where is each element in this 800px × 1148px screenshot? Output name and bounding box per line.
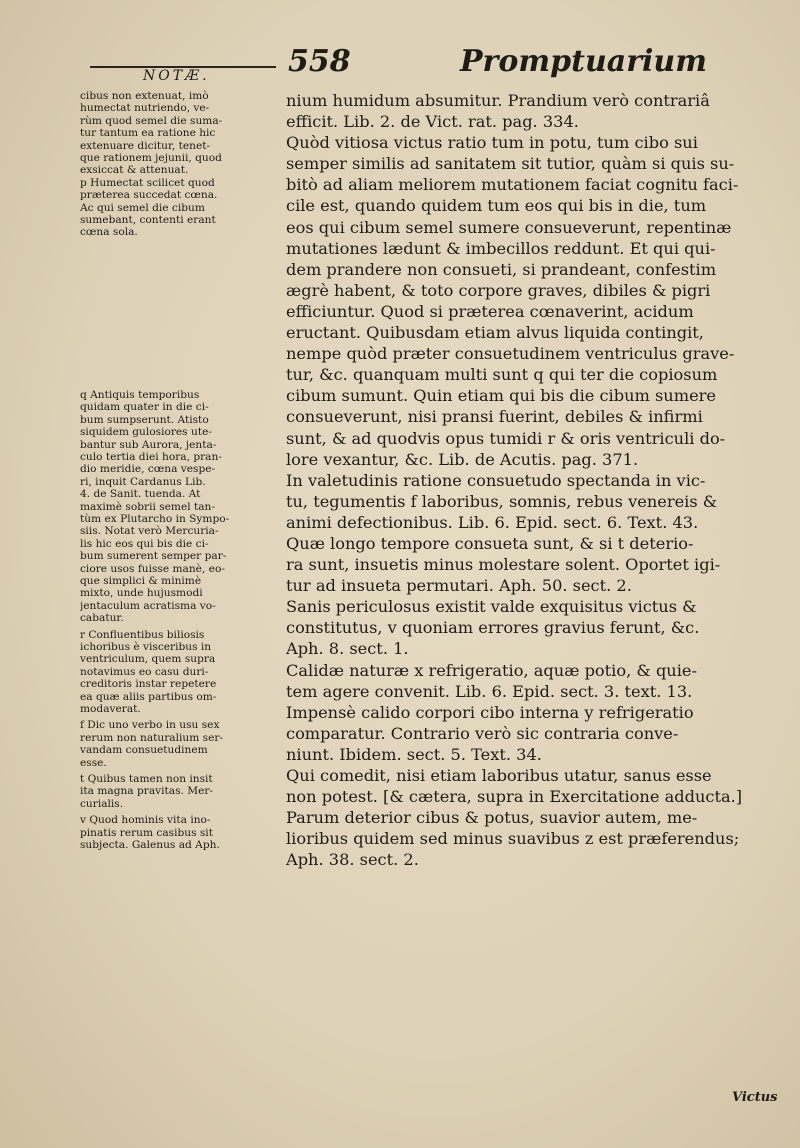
main-text-line: semper similis ad sanitatem sit tutior, quàm si quis su- [286,154,735,174]
main-text-line: Sanis periculosus existit valde exquisitus victus & [286,597,697,617]
main-text-line: cile est, quando quidem tum eos qui bis in die, tum [286,196,707,216]
marginal-note [80,719,276,769]
marginal-note-line: p Humectat scilicet quod [80,176,215,189]
marginal-note-line: siis. Notat verò Mercuria- [80,525,219,538]
main-text-line: tur, &c. quanquam multi sunt q qui ter die copiosum [286,365,718,385]
main-text-line: ægrè habent, & toto corpore graves, dibiles & pigri [286,280,711,300]
marginal-note-line: cœna sola. [80,226,138,239]
main-text-column [286,90,794,870]
marginal-note-line: ventriculum, quem supra [80,653,216,666]
main-text-line: sunt, & ad quodvis opus tumidi r & oris ventriculi do- [286,428,726,448]
marginal-note-line: v Quod hominis vita ino- [80,814,211,827]
marginal-note-line: r Confluentibus biliosis [80,628,205,641]
main-text-line: tur ad insueta permutari. Aph. 50. sect. 2. [286,576,632,596]
marginal-note-line: modaverat. [80,703,141,716]
catchword: Victus [732,1090,778,1105]
marginal-note-line: tur tantum ea ratione hic [80,127,216,140]
marginal-note [80,773,276,810]
main-text-line: Aph. 38. sect. 2. [286,850,419,870]
main-text-line: comparatur. Contrario verò sic contraria conve- [286,723,679,743]
marginal-note-line: jentaculum acratisma vo- [80,599,216,612]
main-text-line: eructant. Quibusdam etiam alvus liquida contingit, [286,323,704,343]
main-text-line: Impensè calido corpori cibo interna y refrigeratio [286,702,694,722]
marginal-note-line: tùm ex Plutarcho in Sympo- [80,512,230,525]
marginal-note-line: extenuare dicitur, tenet- [80,139,211,152]
marginal-note-line: q Antiquis temporibus [80,388,200,401]
marginal-note-line: curialis. [80,797,124,810]
main-text-line: nempe quòd præter consuetudinem ventriculus grave- [286,344,735,364]
main-text-line: tu, tegumentis f laboribus, somnis, rebus venereis & [286,491,718,511]
marginal-note-line: t Quibus tamen non insit [80,773,213,786]
running-title: Promptuarium [460,44,707,79]
main-text-line: dem prandere non consueti, si prandeant, confestim [286,259,717,279]
marginal-note-line: creditoris instar repetere [80,678,217,691]
main-text-line: nium humidum absumitur. Prandium verò contrariâ [286,91,710,110]
marginal-note-line: ichoribus è visceribus in [80,641,212,653]
main-text-line: eos qui cibum semel sumere consueverunt, repentinæ [286,217,732,237]
main-text-line: constitutus, v quoniam errores gravius ferunt, &c. [286,618,700,638]
marginal-notes-column [80,90,276,854]
marginal-note-line: mixto, unde hujusmodi [80,587,203,600]
main-text-line: lore vexantur, &c. Lib. de Acutis. pag. 371. [286,449,639,469]
marginal-note-line: bum sumerent semper par- [80,550,227,563]
marginal-note-line: subjecta. Galenus ad Aph. [80,839,220,852]
marginal-note-line: ri, inquit Cardanus Lib. [80,475,206,488]
main-text-line: Quæ longo tempore consueta sunt, & si t deterio- [286,533,694,553]
page-number: 558 [288,44,351,79]
main-text-line: Calidæ naturæ x refrigeratio, aquæ potio, & quie- [286,660,697,680]
notes-heading: NOTÆ. [143,68,210,84]
main-text-line: tem agere convenit. Lib. 6. Epid. sect. 3. text. 13. [286,681,693,701]
main-text-line: consueverunt, nisi pransi fuerint, debiles & infirmi [286,407,703,427]
main-text-line: animi defectionibus. Lib. 6. Epid. sect. 6. Text. 43. [286,512,699,532]
main-text-line: non potest. [& cætera, supra in Exercitatione adducta.] [286,787,743,807]
marginal-note-line: bum sumpserunt. Atisto [80,413,209,426]
main-text-line: ra sunt, insuetis minus molestare solent. Oportet igi- [286,555,721,575]
marginal-note-line: notavimus eo casu duri- [80,665,209,678]
marginal-note [80,90,276,239]
main-text-line: Quòd vitiosa victus ratio tum in potu, tum cibo sui [286,133,698,153]
marginal-note-line: cabatur. [80,612,124,625]
main-text-line: niunt. Ibidem. sect. 5. Text. 34. [286,744,542,764]
main-text-line: Qui comedit, nisi etiam laboribus utatur, sanus esse [286,766,712,785]
marginal-note [80,389,276,625]
marginal-note-line: dio meridie, cœna vespe- [80,463,216,476]
marginal-note-line: ea quæ aliis partibus om- [80,690,217,703]
marginal-note-line: præterea succedat cœna. [80,189,218,202]
marginal-note-line: f Dic uno verbo in usu sex [80,719,220,732]
marginal-note-line: que rationem jejunii, quod [80,152,222,165]
marginal-note-line: culo tertia diei hora, pran- [80,450,222,463]
marginal-note-line: bantur sub Aurora, jenta- [80,438,217,451]
marginal-note-line: que simplici & minimè [80,574,202,587]
main-text-line: mutationes lædunt & imbecillos reddunt. Et qui qui- [286,238,716,258]
main-text-line: cibum sumunt. Quin etiam qui bis die cibum sumere [286,386,716,406]
marginal-note-line: siquidem gulosiores ute- [80,426,212,439]
marginal-note-line: esse. [80,756,107,769]
marginal-note-line: rùm quod semel die suma- [80,114,223,127]
marginal-note-line: lis hic eos qui bis die ci- [80,537,209,550]
marginal-note-line: cibus non extenuat, imò [80,90,209,102]
marginal-note-line: humectat nutriendo, ve- [80,102,210,115]
main-text-line: efficit. Lib. 2. de Vict. rat. pag. 334. [286,112,579,132]
main-text-line: In valetudinis ratione consuetudo spectanda in vic- [286,470,706,490]
marginal-note [80,629,276,716]
marginal-note-line: sumebant, contenti erant [80,214,216,227]
marginal-note-line: quidam quater in die ci- [80,401,209,414]
marginal-note-line: exsiccat & attenuat. [80,164,189,177]
marginal-note-line: pinatis rerum casibus sit [80,826,213,839]
marginal-note-line: maximè sobrii semel tan- [80,500,215,513]
main-text-line: Aph. 8. sect. 1. [286,639,409,659]
marginal-note-line: ita magna pravitas. Mer- [80,785,214,798]
marginal-note-line: 4. de Sanit. tuenda. At [80,488,201,501]
main-text-line: lioribus quidem sed minus suavibus z est præferendus; [286,829,740,849]
marginal-note [80,814,276,851]
marginal-note-line: rerum non naturalium ser- [80,731,223,744]
marginal-note-line: Ac qui semel die cibum [80,201,205,214]
main-text-line: efficiuntur. Quod si præterea cœnaverint, acidum [286,301,694,321]
marginal-note-line: vandam consuetudinem [80,744,208,757]
main-text-line: bitò ad aliam meliorem mutationem faciat cognitu faci- [286,175,739,195]
main-text-line: Parum deterior cibus & potus, suavior autem, me- [286,808,698,828]
marginal-note-line: ciore usos fuisse manè, eo- [80,562,225,575]
